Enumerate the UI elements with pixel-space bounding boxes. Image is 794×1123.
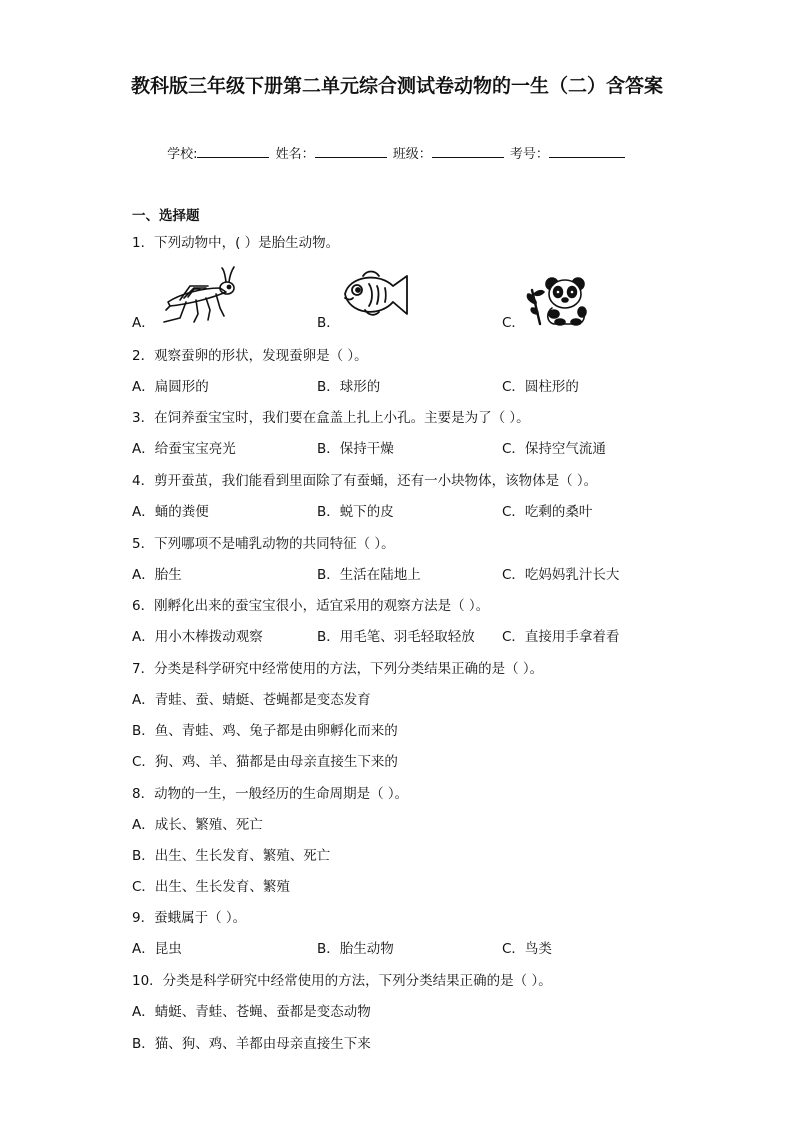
option-c[interactable]: C． (502, 315, 525, 331)
option-c[interactable]: C．狗、鸡、羊、猫都是由母亲直接生下来的 (132, 754, 398, 770)
school-blank[interactable] (197, 143, 269, 158)
name-blank[interactable] (315, 143, 387, 158)
option-b[interactable]: B．胎生动物 (317, 941, 394, 957)
option-a[interactable]: A． (132, 315, 155, 331)
option-b[interactable]: B．蜕下的皮 (317, 504, 394, 520)
question-5-options (132, 565, 692, 585)
option-a[interactable]: A．蛹的粪便 (132, 504, 209, 520)
option-b[interactable]: B． (317, 315, 340, 331)
exam-no-blank[interactable] (549, 143, 625, 158)
section-title: 一、选择题 (132, 208, 200, 224)
option-c[interactable]: C．吃妈妈乳汁长大 (502, 567, 620, 583)
option-b[interactable]: B．出生、生长发育、繁殖、死亡 (132, 848, 331, 864)
student-info-line (0, 143, 794, 165)
question-3: 3．在饲养蚕宝宝时，我们要在盒盖上扎上小孔。主要是为了（ ）。 (132, 410, 530, 426)
exam-no-label: 考号： (509, 147, 549, 162)
question-4-options (132, 502, 692, 522)
option-c[interactable]: C．保持空气流通 (502, 441, 606, 457)
panda-icon (520, 264, 610, 328)
option-a[interactable]: A．昆虫 (132, 941, 182, 957)
question-2-options (132, 377, 692, 397)
option-a[interactable]: A．用小木棒拨动观察 (132, 629, 263, 645)
document-title: 教科版三年级下册第二单元综合测试卷动物的一生（二）含答案 (130, 75, 663, 97)
question-9: 9．蚕蛾属于（ ）。 (132, 910, 247, 926)
option-c[interactable]: C．出生、生长发育、繁殖 (132, 879, 290, 895)
option-b[interactable]: B．生活在陆地上 (317, 567, 421, 583)
option-b[interactable]: B．球形的 (317, 379, 381, 395)
question-6-options (132, 627, 692, 647)
class-label: 班级： (392, 147, 432, 162)
fish-icon (335, 264, 425, 328)
option-c[interactable]: C．圆柱形的 (502, 379, 579, 395)
option-a[interactable]: A．扁圆形的 (132, 379, 209, 395)
option-c[interactable]: C．鸟类 (502, 941, 552, 957)
option-b[interactable]: B．保持干燥 (317, 441, 394, 457)
option-a[interactable]: A．蜻蜓、青蛙、苍蝇、蚕都是变态动物 (132, 1004, 371, 1020)
option-a[interactable]: A．成长、繁殖、死亡 (132, 817, 263, 833)
question-9-options (132, 939, 692, 959)
question-4: 4．剪开蚕茧，我们能看到里面除了有蚕蛹，还有一小块物体，该物体是（ ）。 (132, 473, 598, 489)
option-b[interactable]: B．用毛笔、羽毛轻取轻放 (317, 629, 475, 645)
question-3-options (132, 439, 692, 459)
question-2: 2．观察蚕卵的形状，发现蚕卵是（ ）。 (132, 348, 368, 364)
option-a[interactable]: A．胎生 (132, 567, 182, 583)
question-6: 6．刚孵化出来的蚕宝宝很小，适宜采用的观察方法是（ ）。 (132, 598, 490, 614)
question-5: 5．下列哪项不是哺乳动物的共同特征（ ）。 (132, 536, 395, 552)
question-10: 10．分类是科学研究中经常使用的方法，下列分类结果正确的是（ ）。 (132, 973, 552, 989)
class-blank[interactable] (432, 143, 504, 158)
option-c[interactable]: C．直接用手拿着看 (502, 629, 620, 645)
option-c[interactable]: C．吃剩的桑叶 (502, 504, 593, 520)
school-label: 学校: (167, 147, 198, 162)
option-a[interactable]: A．给蚕宝宝亮光 (132, 441, 236, 457)
option-b[interactable]: B．鱼、青蛙、鸡、兔子都是由卵孵化而来的 (132, 723, 398, 739)
name-label: 姓名： (275, 147, 315, 162)
option-a[interactable]: A．青蛙、蚕、蜻蜓、苍蝇都是变态发育 (132, 692, 371, 708)
question-1: 1．下列动物中，( ）是胎生动物。 (132, 235, 340, 251)
question-7: 7．分类是科学研究中经常使用的方法，下列分类结果正确的是（ ）。 (132, 661, 544, 677)
question-8: 8．动物的一生，一般经历的生命周期是（ ）。 (132, 786, 409, 802)
option-b[interactable]: B．猫、狗、鸡、羊都由母亲直接生下来 (132, 1036, 371, 1052)
